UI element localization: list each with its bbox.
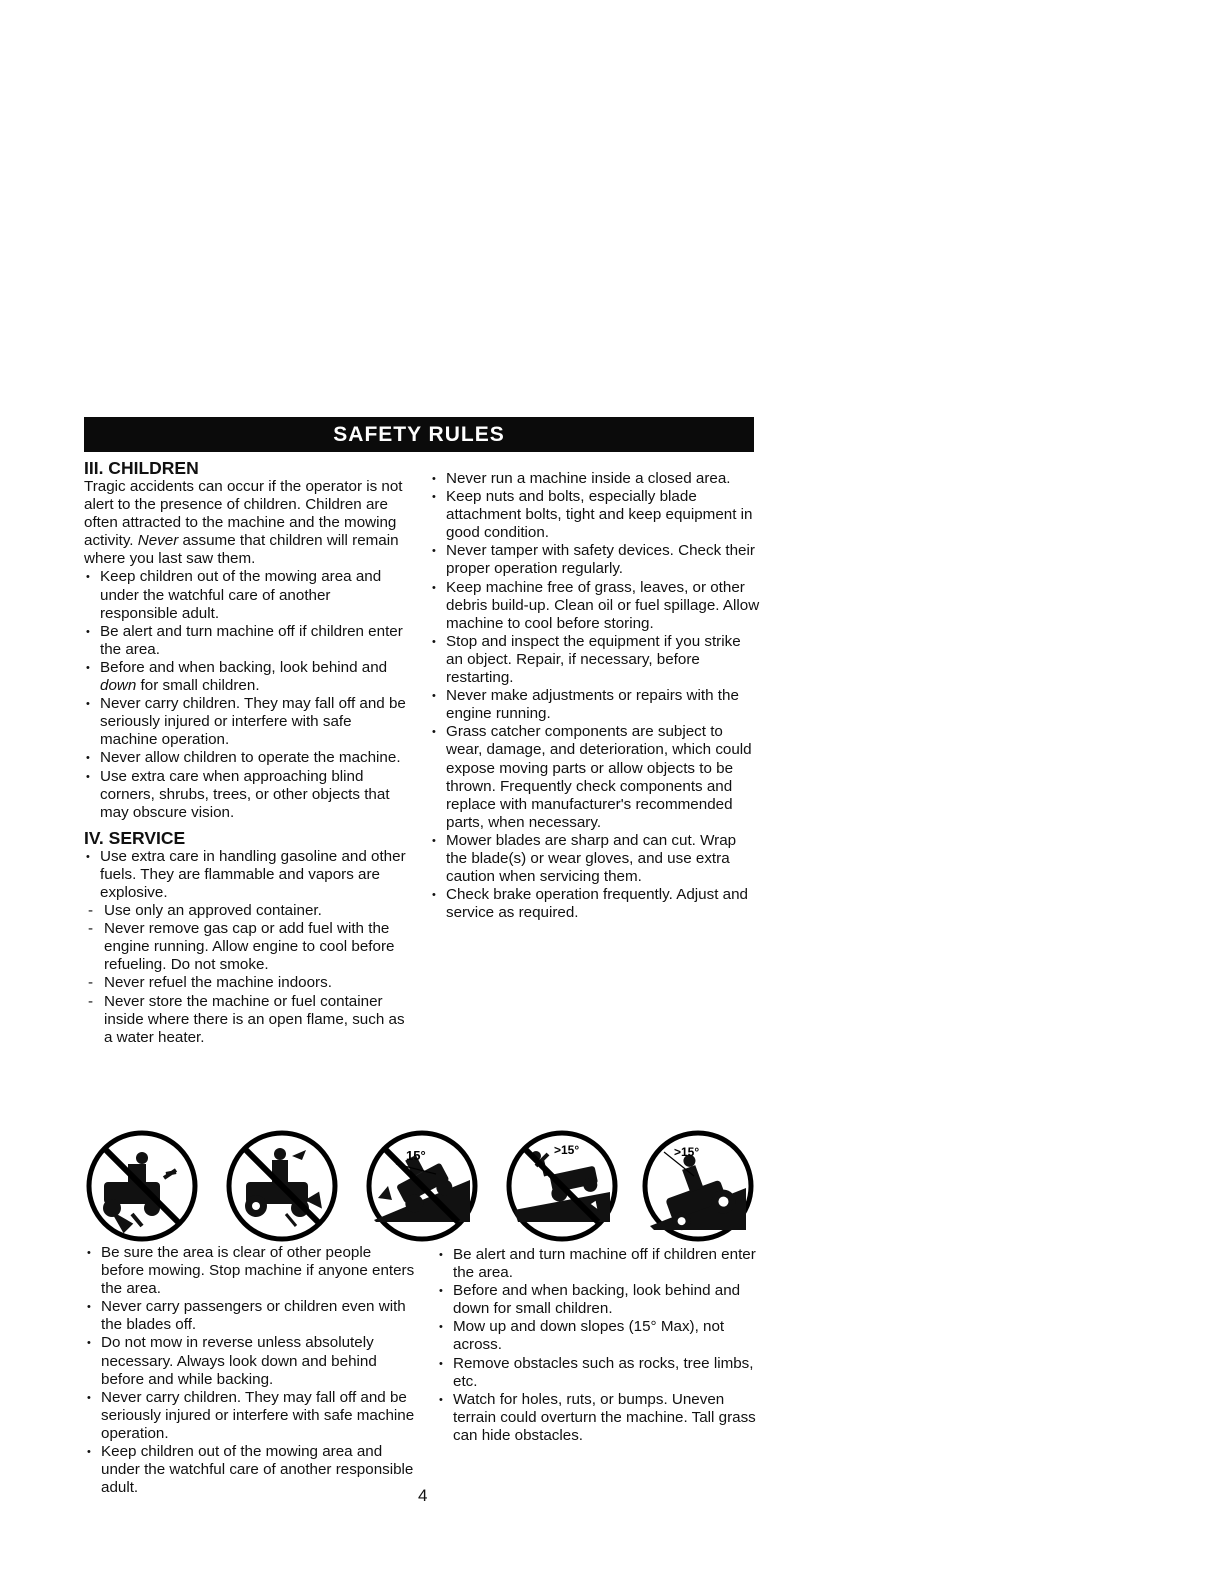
section-banner: SAFETY RULES: [84, 417, 754, 452]
children-bullets: [84, 568, 409, 821]
service-sub-item: - Never store the machine or fuel container inside where there is an open flame, such as a water heater.: [88, 992, 405, 1046]
lower-right-column: [437, 1246, 767, 1445]
lower-right-bullets: [437, 1246, 767, 1445]
slope-limit-icon: [642, 1130, 754, 1242]
service-sub-text: Never store the machine or fuel container inside where there is an open flame, such as a water heater.: [104, 992, 405, 1046]
children-bullet: [84, 659, 409, 695]
slope-degree-label-limit: >15°: [674, 1145, 700, 1159]
children-heading: III. CHILDREN: [84, 458, 199, 478]
lower-left-bullet: • Do not mow in reverse unless absolutely necessary. Always look down and behind before and while backing.: [85, 1334, 415, 1388]
service-sub-text: Never remove gas cap or add fuel with the engine running. Allow engine to cool before refueling. Do not smoke.: [104, 920, 395, 974]
safety-icons-row: [86, 1130, 766, 1245]
page-number: 4: [418, 1486, 428, 1505]
lower-left-bullet: • Keep children out of the mowing area and under the watchful care of another responsible adult.: [85, 1443, 415, 1497]
service-right-bullet: • Grass catcher components are subject to wear, damage, and deterioration, which could expose moving parts or allow objects to be thrown. Frequently check components and replace with manufacturer's recommended parts, when necessary.: [430, 723, 760, 832]
lower-left-bullet: • Never carry children. They may fall off and be seriously injured or interfere with safe machine operation.: [85, 1389, 415, 1443]
children-bullet-backing-em: down: [100, 677, 137, 695]
lower-left-column: [85, 1244, 415, 1497]
lower-left-bullets: [85, 1244, 415, 1497]
no-children-icon: [86, 1130, 198, 1242]
children-bullet: • Never allow children to operate the machine.: [84, 749, 409, 767]
children-bullet: • Use extra care when approaching blind corners, shrubs, trees, or other objects that may obscure vision.: [84, 768, 409, 822]
right-column: [430, 470, 760, 922]
children-intro-never: Never: [137, 532, 179, 550]
children-intro: [84, 478, 409, 568]
children-bullet-backing-b: for small children.: [136, 677, 260, 695]
service-right-bullet: • Keep machine free of grass, leaves, or other debris build-up. Clean oil or fuel spillage. Allow machine to cool before storing.: [430, 579, 760, 633]
lower-right-bullet: • Remove obstacles such as rocks, tree limbs, etc.: [437, 1355, 767, 1391]
lower-left-bullet: • Never carry passengers or children even with the blades off.: [85, 1298, 415, 1334]
service-bullet: • Use extra care in handling gasoline and other fuels. They are flammable and vapors are explosive.: [84, 848, 409, 902]
service-right-bullet: • Keep nuts and bolts, especially blade attachment bolts, tight and keep equipment in good condition.: [430, 488, 760, 542]
lower-right-bullet: • Watch for holes, ruts, or bumps. Uneven terrain could overturn the machine. Tall grass can hide obstacles.: [437, 1391, 767, 1445]
service-heading: IV. SERVICE: [84, 827, 186, 848]
service-sub-item: - Use only an approved container.: [88, 902, 322, 920]
service-sub-item: - Never refuel the machine indoors.: [88, 974, 332, 992]
service-right-bullet: • Never tamper with safety devices. Check their proper operation regularly.: [430, 542, 760, 578]
lower-right-bullet: • Be alert and turn machine off if children enter the area.: [437, 1246, 767, 1282]
slope-degree-label: 15°: [406, 1148, 426, 1163]
slope-degree-label-gt: >15°: [554, 1143, 580, 1157]
no-slope-tip-icon: [366, 1130, 478, 1242]
service-right-bullet: • Check brake operation frequently. Adjust and service as required.: [430, 886, 760, 922]
lower-right-bullet: • Before and when backing, look behind and down for small children.: [437, 1282, 767, 1318]
service-right-bullets: [430, 470, 760, 922]
service-right-bullet: • Never run a machine inside a closed area.: [430, 470, 760, 488]
service-bullets: [84, 848, 409, 1047]
lower-left-bullet: • Be sure the area is clear of other people before mowing. Stop machine if anyone enters the area.: [85, 1244, 415, 1298]
children-bullet-backing-a: Before and when backing, look behind and: [100, 658, 388, 676]
children-bullet: • Keep children out of the mowing area and under the watchful care of another responsible adult.: [84, 568, 409, 622]
service-right-bullet: • Stop and inspect the equipment if you strike an object. Repair, if necessary, before restarting.: [430, 633, 760, 687]
no-passengers-icon: [226, 1130, 338, 1242]
children-bullet: • Never carry children. They may fall off and be seriously injured or interfere with safe machine operation.: [84, 695, 409, 749]
left-column: [84, 458, 409, 1047]
service-right-bullet: • Never make adjustments or repairs with the engine running.: [430, 687, 760, 723]
service-sub-text: Use only an approved container.: [104, 902, 322, 920]
service-sub-text: Never refuel the machine indoors.: [104, 974, 332, 992]
service-right-bullet: • Mower blades are sharp and can cut. Wrap the blade(s) or wear gloves, and use extra caution when servicing them.: [430, 832, 760, 886]
service-sub-item: - Never remove gas cap or add fuel with the engine running. Allow engine to cool before refueling. Do not smoke.: [88, 920, 395, 974]
lower-right-bullet: • Mow up and down slopes (15° Max), not across.: [437, 1318, 767, 1354]
children-bullet: • Be alert and turn machine off if children enter the area.: [84, 623, 409, 659]
children-intro-b: assume that children will remain where you last saw them.: [84, 532, 399, 568]
children-intro-a: Tragic accidents can occur if the operator is not alert to the presence of children. Children are often attracted to the machine and the mowing activity.: [84, 478, 403, 550]
no-slope-up-icon: [506, 1130, 618, 1242]
